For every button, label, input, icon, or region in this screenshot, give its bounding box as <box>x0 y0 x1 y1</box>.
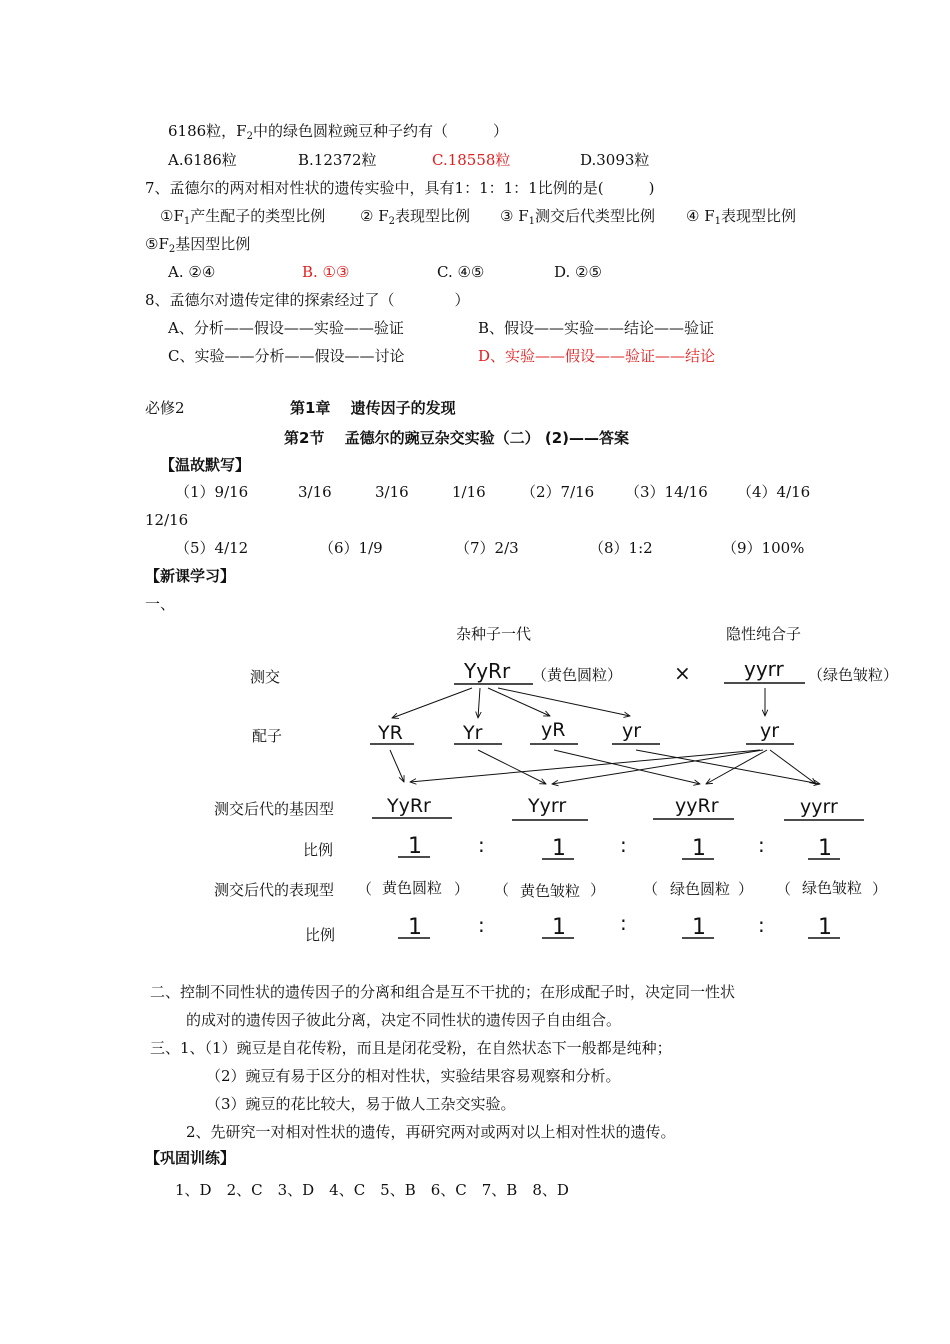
review-answer-10: （7）2/3 <box>455 539 519 557</box>
q7-option-d: D. ②⑤ <box>554 263 602 281</box>
offspring-genotype-2: Yyrr <box>528 795 567 817</box>
part-three-line-2: （2）豌豆有易于区分的相对性状，实验结果容易观察和分析。 <box>206 1067 621 1085</box>
review-answer-12: （9）100% <box>722 539 805 557</box>
q8-option-c: C、实验——分析——假设——讨论 <box>168 347 405 365</box>
offspring-phenotype-1: 黄色圆粒 <box>382 879 443 897</box>
q7-item-4: ④ $F_1$表现型比例 <box>686 207 797 227</box>
review-answer-4: 1/16 <box>452 483 486 501</box>
phenotype-1-open: （ <box>357 880 373 898</box>
ratio-value-1: 1 <box>408 834 422 859</box>
phenotype-2-open: （ <box>494 881 510 899</box>
q7-item-2: ② $F_2$表现型比例 <box>360 207 471 227</box>
ratio-value-4: 1 <box>818 836 832 861</box>
parent1-phenotype: （黄色圆粒） <box>532 666 623 684</box>
ratio2-value-1: 1 <box>408 915 422 940</box>
q7-item-3: ③ $F_1$测交后代类型比例 <box>500 207 656 227</box>
parent1-label: 杂种子一代 <box>456 625 532 643</box>
arrow-rec-offspring2 <box>552 750 763 784</box>
arrow-p1-Yr <box>478 688 480 718</box>
arrow-Yr-offspring2 <box>478 750 546 784</box>
review-answer-7-wrap: 12/16 <box>145 511 189 529</box>
review-answer-11: （8）1:2 <box>589 539 653 557</box>
phenotype-3-open: （ <box>643 880 659 898</box>
offspring-phenotype-3: 绿色圆粒 <box>670 880 731 898</box>
ratio-colon-1: : <box>478 833 485 857</box>
q8-stem: 8、孟德尔对遗传定律的探索经过了（ ） <box>145 291 470 309</box>
gamete-yR: yR <box>541 719 566 741</box>
part-one-label: 一、 <box>145 595 176 613</box>
q7-option-b: B. ①③ <box>302 263 350 281</box>
parent1-genotype: YyRr <box>464 659 511 683</box>
arrow-rec-offspring1 <box>410 750 760 782</box>
offspring-genotype-1: YyRr <box>387 795 431 817</box>
ratio2-value-3: 1 <box>692 915 706 940</box>
review-answer-2: 3/16 <box>298 483 332 501</box>
q6-option-d: D.3093粒 <box>580 151 650 169</box>
ratio2-colon-3: : <box>758 913 765 937</box>
phenotype-2-close: ） <box>590 881 606 899</box>
q8-option-d: D、实验——假设——验证——结论 <box>478 347 716 365</box>
q7-option-a: A. ②④ <box>168 263 216 281</box>
ratio-colon-3: : <box>758 833 765 857</box>
row-label-ratio: 比例 <box>303 841 334 859</box>
section-title: 第2节 孟德尔的豌豆杂交实验（二） (2)——答案 <box>284 429 630 447</box>
gamete-yr: yr <box>622 720 642 742</box>
ratio2-value-2: 1 <box>552 915 566 940</box>
review-title: 【温故默写】 <box>160 456 251 474</box>
practice-answers: 1、D 2、C 3、D 4、C 5、B 6、C 7、B 8、D <box>175 1181 569 1199</box>
cross-symbol: × <box>674 661 691 685</box>
offspring-genotype-3: yyRr <box>675 795 719 817</box>
part-two-line-1: 二、控制不同性状的遗传因子的分离和组合是互不干扰的；在形成配子时，决定同一性状 <box>150 983 736 1001</box>
gamete-YR: YR <box>378 722 403 744</box>
part-three-line-3: （3）豌豆的花比较大，易于做人工杂交实验。 <box>206 1095 516 1113</box>
row-label-gametes: 配子 <box>252 727 283 745</box>
phenotype-4-close: ） <box>872 880 888 898</box>
q8-option-b: B、假设——实验——结论——验证 <box>478 319 715 337</box>
phenotype-3-close: ） <box>738 880 754 898</box>
arrow-rec-offspring3 <box>706 750 767 784</box>
review-answer-9: （6）1/9 <box>319 539 383 557</box>
review-answer-1: （1）9/16 <box>175 483 249 501</box>
q6-option-c: C.18558粒 <box>432 151 511 169</box>
q7-option-c: C. ④⑤ <box>437 263 485 281</box>
review-answer-8: （5）4/12 <box>175 539 249 557</box>
q7-item-1: $①F_1$产生配子的类型比例 <box>160 207 326 227</box>
row-label-ratio-2: 比例 <box>305 926 336 944</box>
part-three-line-4: 2、先研究一对相对性状的遗传，再研究两对或两对以上相对性状的遗传。 <box>186 1123 676 1141</box>
row-label-genotypes: 测交后代的基因型 <box>214 800 335 818</box>
ratio2-value-4: 1 <box>818 915 832 940</box>
review-answer-5: （2）7/16 <box>521 483 595 501</box>
offspring-phenotype-2: 黄色皱粒 <box>520 882 581 900</box>
part-two-line-2: 的成对的遗传因子彼此分离，决定不同性状的遗传因子自由组合。 <box>186 1011 622 1029</box>
arrow-p1-YR <box>392 688 472 718</box>
parent2-phenotype: （绿色皱粒） <box>808 666 899 684</box>
q8-option-a: A、分析——假设——实验——验证 <box>168 319 404 337</box>
offspring-genotype-4: yyrr <box>800 796 838 818</box>
part-three-line-1: 三、1、（1）豌豆是自花传粉，而且是闭花受粉，在自然状态下一般都是纯种； <box>150 1039 672 1057</box>
row-label-testcross: 测交 <box>250 668 281 686</box>
gamete-recessive-yr: yr <box>760 720 780 742</box>
phenotype-1-close: ） <box>454 880 470 898</box>
gamete-Yr: Yr <box>463 722 483 744</box>
chapter-title: 第1章 遗传因子的发现 <box>290 399 456 417</box>
review-answer-3: 3/16 <box>375 483 409 501</box>
ratio-colon-2: : <box>620 833 627 857</box>
parent2-genotype: yyrr <box>744 657 784 681</box>
q6-stem: 6186粒，$F_2$中的绿色圆粒豌豆种子约有（ ） <box>168 122 508 142</box>
arrow-YR-offspring1 <box>390 750 404 782</box>
practice-title: 【巩固训练】 <box>145 1149 236 1167</box>
parent2-label: 隐性纯合子 <box>726 625 802 643</box>
phenotype-4-open: （ <box>776 880 792 898</box>
q7-item-5: $⑤F_2$基因型比例 <box>145 235 251 255</box>
ratio-value-3: 1 <box>692 836 706 861</box>
ratio2-colon-2: : <box>620 911 627 935</box>
book-label: 必修2 <box>145 399 185 417</box>
new-lesson-title: 【新课学习】 <box>145 567 236 585</box>
testcross-diagram <box>0 610 950 950</box>
offspring-phenotype-4: 绿色皱粒 <box>802 879 863 897</box>
q6-option-b: B.12372粒 <box>298 151 377 169</box>
review-answer-6: （3）14/16 <box>625 483 708 501</box>
ratio2-colon-1: : <box>478 913 485 937</box>
row-label-phenotypes: 测交后代的表现型 <box>214 881 335 899</box>
q6-option-a: A.6186粒 <box>168 151 237 169</box>
q7-stem: 7、孟德尔的两对相对性状的遗传实验中，具有1：1：1：1比例的是( ) <box>145 179 655 197</box>
ratio-value-2: 1 <box>552 836 566 861</box>
review-answer-7: （4）4/16 <box>737 483 811 501</box>
